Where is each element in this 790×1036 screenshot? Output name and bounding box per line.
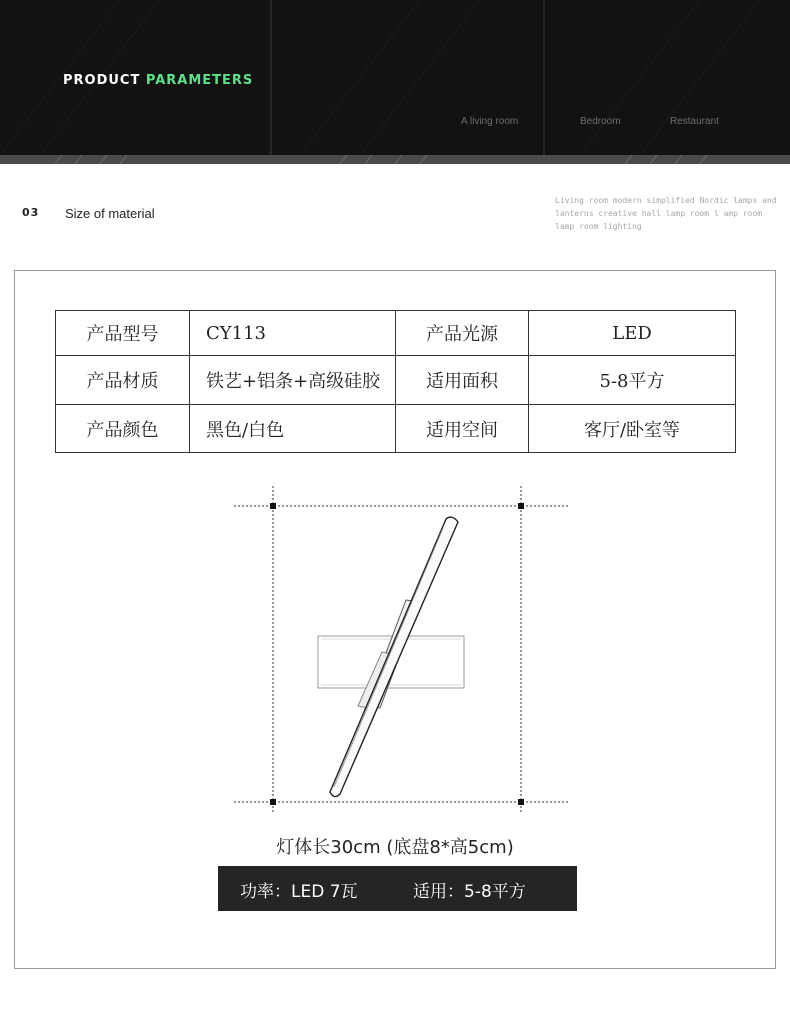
section-title: Size of material — [65, 206, 155, 221]
spec-value: 黑色/白色 — [190, 405, 396, 453]
spec-value: 铁艺+铝条+高级硅胶 — [190, 356, 396, 405]
section-description: Living room modern simplified Nordic lamps and lanterns creative hall lamp room l amp room lamp room lighting — [555, 196, 777, 231]
banner-divider — [270, 0, 272, 155]
table-row — [56, 356, 736, 405]
spec-label: 适用面积 — [396, 356, 529, 405]
spec-label: 产品颜色 — [56, 405, 190, 453]
spec-value: CY113 — [190, 311, 396, 356]
stripe-pattern — [0, 155, 790, 164]
table-row — [56, 311, 736, 356]
spec-label: 产品光源 — [396, 311, 529, 356]
spec-label: 产品材质 — [56, 356, 190, 405]
banner-title — [63, 73, 253, 88]
header-banner — [0, 0, 790, 155]
area-label: 适用：5-8平方 — [413, 882, 526, 902]
room-label-living-room: A living room — [461, 116, 519, 127]
section-number: 03 — [22, 206, 40, 219]
spec-value: 5-8平方 — [529, 356, 736, 405]
spec-label: 适用空间 — [396, 405, 529, 453]
lamp-drawing — [230, 482, 570, 812]
spec-table — [55, 310, 736, 453]
room-label-bedroom: Bedroom — [580, 116, 621, 127]
spec-value: LED — [529, 311, 736, 356]
banner-divider — [543, 0, 545, 155]
spec-label: 产品型号 — [56, 311, 190, 356]
table-row — [56, 405, 736, 453]
spec-value: 客厅/卧室等 — [529, 405, 736, 453]
power-info-bar — [218, 866, 577, 911]
banner-title-parameters: PARAMETERS — [145, 73, 254, 88]
banner-title-product: PRODUCT — [63, 73, 141, 88]
room-label-restaurant: Restaurant — [670, 116, 719, 127]
power-label: 功率：LED 7瓦 — [240, 882, 358, 902]
product-size-caption: 灯体长30cm (底盘8*高5cm) — [276, 837, 514, 858]
banner-stripe — [0, 155, 790, 164]
